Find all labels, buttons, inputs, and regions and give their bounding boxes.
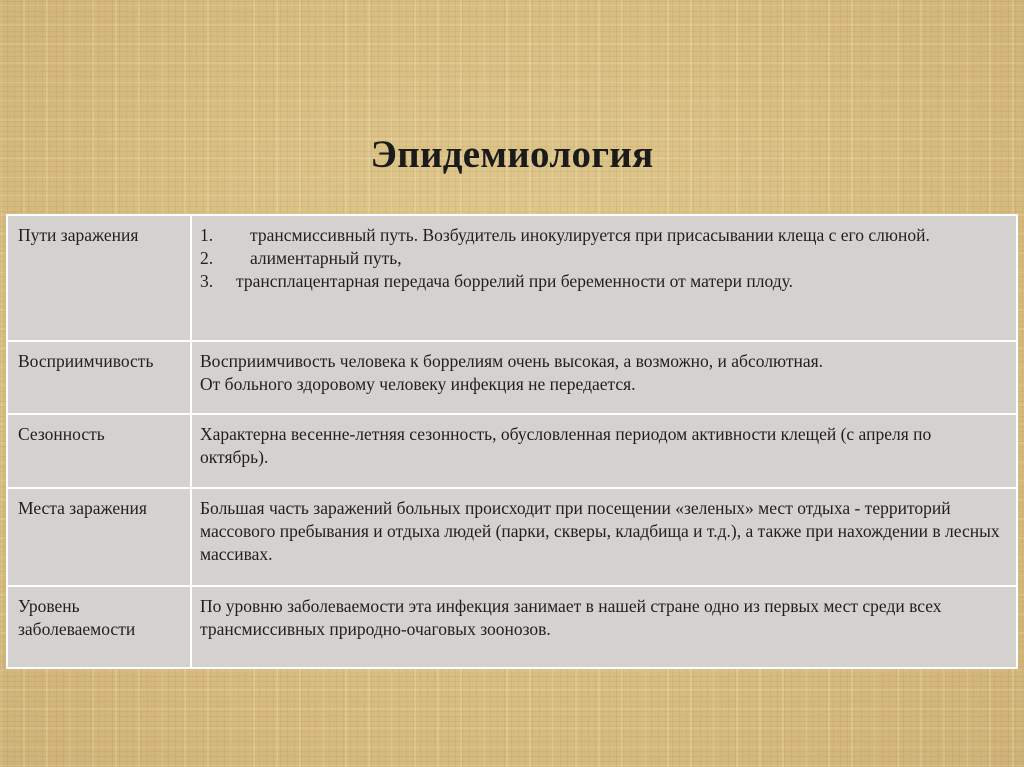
content-line: Восприимчивость человека к боррелиям очень высокая, а возможно, и абсолютная. bbox=[200, 351, 824, 371]
row-label-incidence-level: Уровень заболеваемости bbox=[7, 586, 191, 668]
table-row bbox=[7, 414, 1017, 488]
table-row bbox=[7, 586, 1017, 668]
row-content-infection-places: Большая часть заражений больных происходит при посещении «зеленых» мест отдыха - территорий массового пребывания и отдыха людей (парки, скверы, кладбища и т.д.), а также при нахождении в лесных массивах. bbox=[191, 488, 1017, 586]
table-row bbox=[7, 341, 1017, 414]
list-item bbox=[200, 224, 1002, 247]
list-item-text: алиментарный путь, bbox=[250, 248, 402, 268]
list-item-text: трансплацентарная передача боррелий при беременности от матери плоду. bbox=[236, 271, 793, 291]
list-item bbox=[200, 247, 1002, 270]
content-line: От больного здоровому человеку инфекция не передается. bbox=[200, 374, 636, 394]
row-label-susceptibility: Восприимчивость bbox=[7, 341, 191, 414]
list-item-number: 1. bbox=[200, 225, 214, 245]
list-item-number: 2. bbox=[200, 248, 214, 268]
row-label-infection-places: Места заражения bbox=[7, 488, 191, 586]
row-content-incidence-level: По уровню заболеваемости эта инфекция занимает в нашей стране одно из первых мест среди всех трансмиссивных природно-очаговых зоонозов. bbox=[191, 586, 1017, 668]
row-content-susceptibility bbox=[191, 341, 1017, 414]
slide-title: Эпидемиология bbox=[370, 133, 654, 176]
row-label-transmission-routes: Пути заражения bbox=[7, 215, 191, 341]
list-item-text: трансмиссивный путь. Возбудитель инокулируется при присасывании клеща с его слюной. bbox=[250, 225, 930, 245]
table-row bbox=[7, 215, 1017, 341]
row-label-seasonality: Сезонность bbox=[7, 414, 191, 488]
row-content-transmission-routes bbox=[191, 215, 1017, 341]
table-row bbox=[7, 488, 1017, 586]
list-item-number: 3. bbox=[200, 271, 214, 291]
row-content-seasonality: Характерна весенне-летняя сезонность, обусловленная периодом активности клещей (с апреля по октябрь). bbox=[191, 414, 1017, 488]
list-item bbox=[200, 270, 1002, 293]
epidemiology-table bbox=[6, 214, 1018, 669]
